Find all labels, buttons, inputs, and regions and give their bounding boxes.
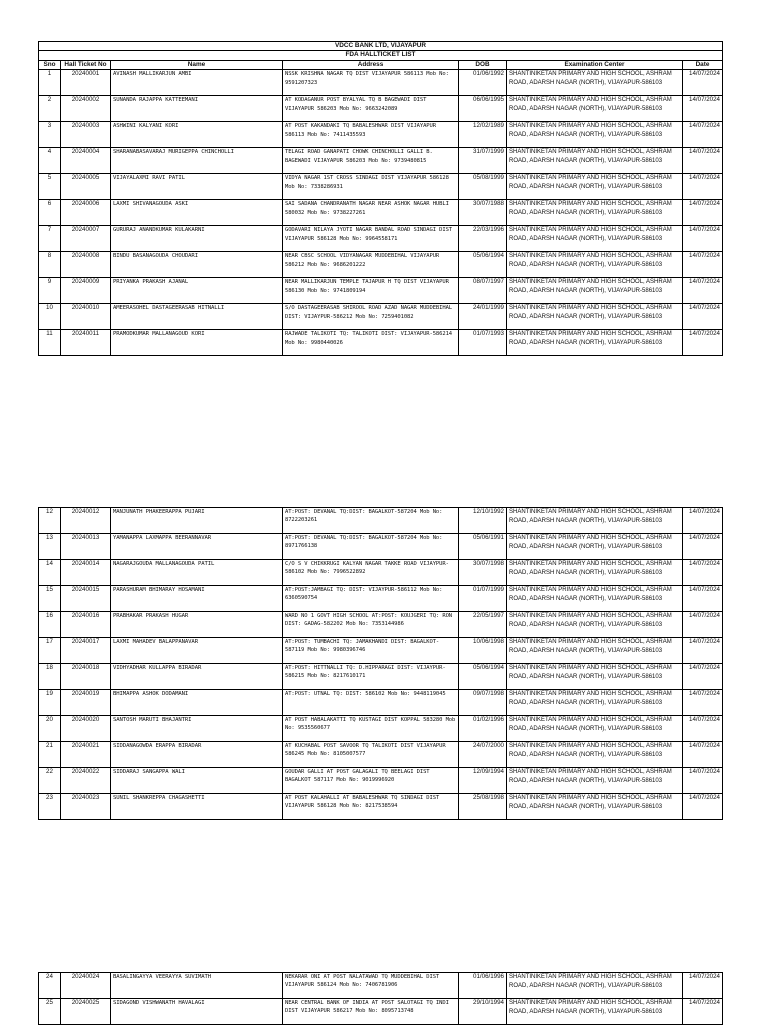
cell-address: AT:POST: UTNAL TQ: DIST: 586102 Mob No: 9448119045 <box>283 690 459 716</box>
cell-date: 14/07/2024 <box>683 794 723 820</box>
cell-dob: 22/05/1997 <box>459 612 507 638</box>
cell-address: AT:POST: HITTNALLI TQ: D.HIPPARAGI DIST: VIJAYPUR-586215 Mob No: 8217610171 <box>283 664 459 690</box>
cell-sno: 21 <box>39 742 61 768</box>
cell-sno: 24 <box>39 973 61 999</box>
cell-date: 14/07/2024 <box>683 122 723 148</box>
cell-name: BHIMAPPA ASHOK DODAMANI <box>111 690 283 716</box>
cell-dob: 09/07/1998 <box>459 690 507 716</box>
cell-exam-center: SHANTINIKETAN PRIMARY AND HIGH SCHOOL, ASHRAM ROAD, ADARSH NAGAR (NORTH), VIJAYAPUR-586103 <box>507 612 683 638</box>
header-date: Date <box>683 60 723 69</box>
cell-sno: 2 <box>39 96 61 122</box>
cell-exam-center: SHANTINIKETAN PRIMARY AND HIGH SCHOOL, ASHRAM ROAD, ADARSH NAGAR (NORTH), VIJAYAPUR-586103 <box>507 560 683 586</box>
cell-date: 14/07/2024 <box>683 174 723 200</box>
cell-sno: 22 <box>39 768 61 794</box>
cell-date: 14/07/2024 <box>683 252 723 278</box>
cell-dob: 24/07/2000 <box>459 742 507 768</box>
cell-sno: 17 <box>39 638 61 664</box>
cell-address: SAI SADANA CHANDRANATH NAGAR NEAR ASHOK NAGAR HUBLI 580032 Mob No: 9738227261 <box>283 200 459 226</box>
cell-name: SHARANABASAVARAJ MURIGEPPA CHINCHOLLI <box>111 148 283 174</box>
cell-sno: 6 <box>39 200 61 226</box>
cell-dob: 29/10/1994 <box>459 999 507 1025</box>
cell-date: 14/07/2024 <box>683 742 723 768</box>
table-row <box>39 768 723 794</box>
cell-exam-center: SHANTINIKETAN PRIMARY AND HIGH SCHOOL, ASHRAM ROAD, ADARSH NAGAR (NORTH), VIJAYAPUR-586103 <box>507 122 683 148</box>
cell-exam-center: SHANTINIKETAN PRIMARY AND HIGH SCHOOL, ASHRAM ROAD, ADARSH NAGAR (NORTH), VIJAYAPUR-586103 <box>507 148 683 174</box>
hallticket-table-part-1 <box>38 41 723 356</box>
header-name: Name <box>111 60 283 69</box>
cell-dob: 01/02/1996 <box>459 716 507 742</box>
cell-hall-ticket: 20240010 <box>61 304 111 330</box>
cell-address: NEKARAR ONI AT POST NALATAWAD TQ MUDDEBIHAL DIST VIJAYAPUR 586124 Mob No: 7406781906 <box>283 973 459 999</box>
cell-name: LAXMI SHIVANAGOUDA ASKI <box>111 200 283 226</box>
cell-address: TELAGI ROAD GANAPATI CHOWK CHINCHOLLI GALLI B. BAGEWADI VIJAYAPUR 586203 Mob No: 9739480815 <box>283 148 459 174</box>
cell-exam-center: SHANTINIKETAN PRIMARY AND HIGH SCHOOL, ASHRAM ROAD, ADARSH NAGAR (NORTH), VIJAYAPUR-586103 <box>507 973 683 999</box>
cell-hall-ticket: 20240020 <box>61 716 111 742</box>
cell-date: 14/07/2024 <box>683 612 723 638</box>
cell-hall-ticket: 20240023 <box>61 794 111 820</box>
cell-exam-center: SHANTINIKETAN PRIMARY AND HIGH SCHOOL, ASHRAM ROAD, ADARSH NAGAR (NORTH), VIJAYAPUR-586103 <box>507 278 683 304</box>
table-row <box>39 742 723 768</box>
cell-name: SUNANDA RAJAPPA KATTEEMANI <box>111 96 283 122</box>
cell-address: AT:POST: DEVANAL TQ:DIST: BAGALKOT-587204 Mob No: 8971766138 <box>283 534 459 560</box>
cell-hall-ticket: 20240022 <box>61 768 111 794</box>
cell-hall-ticket: 20240021 <box>61 742 111 768</box>
cell-exam-center: SHANTINIKETAN PRIMARY AND HIGH SCHOOL, ASHRAM ROAD, ADARSH NAGAR (NORTH), VIJAYAPUR-586103 <box>507 690 683 716</box>
cell-date: 14/07/2024 <box>683 768 723 794</box>
document-subtitle: FDA HALLTICKET LIST <box>39 51 723 60</box>
cell-dob: 05/08/1999 <box>459 174 507 200</box>
document-title: VDCC BANK LTD, VIJAYAPUR <box>39 42 723 51</box>
table-row <box>39 586 723 612</box>
cell-date: 14/07/2024 <box>683 70 723 96</box>
cell-date: 14/07/2024 <box>683 664 723 690</box>
column-header-row <box>39 60 723 69</box>
cell-dob: 01/07/1999 <box>459 586 507 612</box>
cell-dob: 30/07/1998 <box>459 560 507 586</box>
cell-exam-center: SHANTINIKETAN PRIMARY AND HIGH SCHOOL, ASHRAM ROAD, ADARSH NAGAR (NORTH), VIJAYAPUR-586103 <box>507 999 683 1025</box>
cell-address: NEAR CENTRAL BANK OF INDIA AT POST SALOTAGI TQ INDI DIST VIJAYAPUR 586217 Mob No: 8095713748 <box>283 999 459 1025</box>
cell-hall-ticket: 20240025 <box>61 999 111 1025</box>
cell-address: AT POST KAKANDAKI TQ BABALESHWAR DIST VIJAYAPUR 586113 Mob No: 7411435593 <box>283 122 459 148</box>
cell-name: NAGARAJGOUDA MALLANAGOUDA PATIL <box>111 560 283 586</box>
table-row <box>39 560 723 586</box>
cell-hall-ticket: 20240011 <box>61 330 111 356</box>
header-exam-center: Examination Center <box>507 60 683 69</box>
cell-name: AMEERASOHEL DASTAGEERASAB HITNALLI <box>111 304 283 330</box>
cell-address: WARD NO 1 GOVT HIGH SCHOOL AT:POST: KOUJGERI TQ: RON DIST: GADAG-582202 Mob No: 7353144986 <box>283 612 459 638</box>
table-row <box>39 252 723 278</box>
cell-sno: 10 <box>39 304 61 330</box>
cell-sno: 7 <box>39 226 61 252</box>
cell-exam-center: SHANTINIKETAN PRIMARY AND HIGH SCHOOL, ASHRAM ROAD, ADARSH NAGAR (NORTH), VIJAYAPUR-586103 <box>507 330 683 356</box>
cell-date: 14/07/2024 <box>683 534 723 560</box>
cell-name: SANTOSH MARUTI BHAJANTRI <box>111 716 283 742</box>
header-sno: Sno <box>39 60 61 69</box>
cell-date: 14/07/2024 <box>683 973 723 999</box>
cell-hall-ticket: 20240001 <box>61 70 111 96</box>
cell-date: 14/07/2024 <box>683 638 723 664</box>
cell-name: AVINASH MALLIKARJUN AMBI <box>111 70 283 96</box>
cell-sno: 8 <box>39 252 61 278</box>
cell-sno: 12 <box>39 508 61 534</box>
cell-exam-center: SHANTINIKETAN PRIMARY AND HIGH SCHOOL, ASHRAM ROAD, ADARSH NAGAR (NORTH), VIJAYAPUR-586103 <box>507 664 683 690</box>
header-hall-ticket: Hall Ticket No <box>61 60 111 69</box>
cell-dob: 24/01/1999 <box>459 304 507 330</box>
cell-address: AT POST KALAHALLI AT BABALESHWAR TQ SINDAGI DIST VIJAYAPUR 586128 Mob No: 8217538594 <box>283 794 459 820</box>
cell-hall-ticket: 20240012 <box>61 508 111 534</box>
cell-date: 14/07/2024 <box>683 96 723 122</box>
cell-address: RAJWADE TALIKOTI TQ: TALIKOTI DIST: VIJAYAPUR-586214 Mob No: 9980440026 <box>283 330 459 356</box>
cell-hall-ticket: 20240003 <box>61 122 111 148</box>
cell-exam-center: SHANTINIKETAN PRIMARY AND HIGH SCHOOL, ASHRAM ROAD, ADARSH NAGAR (NORTH), VIJAYAPUR-586103 <box>507 70 683 96</box>
cell-date: 14/07/2024 <box>683 304 723 330</box>
cell-sno: 1 <box>39 70 61 96</box>
cell-hall-ticket: 20240008 <box>61 252 111 278</box>
hallticket-table-part-2 <box>38 507 723 820</box>
cell-sno: 4 <box>39 148 61 174</box>
table-row <box>39 96 723 122</box>
cell-date: 14/07/2024 <box>683 690 723 716</box>
cell-address: AT:POST: DEVANAL TQ:DIST: BAGALKOT-587204 Mob No: 8722203261 <box>283 508 459 534</box>
table-row <box>39 226 723 252</box>
cell-exam-center: SHANTINIKETAN PRIMARY AND HIGH SCHOOL, ASHRAM ROAD, ADARSH NAGAR (NORTH), VIJAYAPUR-586103 <box>507 534 683 560</box>
cell-address: AT POST HABALAKATTI TQ KUSTAGI DIST KOPPAL 583280 Mob No: 9535560677 <box>283 716 459 742</box>
cell-dob: 12/09/1994 <box>459 768 507 794</box>
cell-sno: 16 <box>39 612 61 638</box>
table-row <box>39 122 723 148</box>
cell-date: 14/07/2024 <box>683 330 723 356</box>
cell-address: AT:POST:JAMBAGI TQ: DIST: VIJAYPUR-586112 Mob No: 6360590754 <box>283 586 459 612</box>
cell-exam-center: SHANTINIKETAN PRIMARY AND HIGH SCHOOL, ASHRAM ROAD, ADARSH NAGAR (NORTH), VIJAYAPUR-586103 <box>507 252 683 278</box>
cell-name: LAXMI MAHADEV BALAPPANAVAR <box>111 638 283 664</box>
cell-date: 14/07/2024 <box>683 999 723 1025</box>
cell-dob: 12/02/1989 <box>459 122 507 148</box>
cell-exam-center: SHANTINIKETAN PRIMARY AND HIGH SCHOOL, ASHRAM ROAD, ADARSH NAGAR (NORTH), VIJAYAPUR-586103 <box>507 768 683 794</box>
cell-sno: 23 <box>39 794 61 820</box>
table-row <box>39 534 723 560</box>
cell-address: NSSK KRISHNA NAGAR TQ DIST VIJAYAPUR 586113 Mob No: 9591207323 <box>283 70 459 96</box>
cell-hall-ticket: 20240018 <box>61 664 111 690</box>
cell-dob: 08/07/1997 <box>459 278 507 304</box>
cell-name: SUNIL SHANKREPPA CHAGASHETTI <box>111 794 283 820</box>
table-row <box>39 973 723 999</box>
table-row <box>39 70 723 96</box>
table-row <box>39 638 723 664</box>
cell-name: VIDHYADHAR KULLAPPA BIRADAR <box>111 664 283 690</box>
cell-date: 14/07/2024 <box>683 586 723 612</box>
cell-address: AT KODAGANUR POST BYALYAL TQ B BAGEWADI DIST VIJAYAPUR 586203 Mob No: 9663242089 <box>283 96 459 122</box>
cell-name: PRIYANKA PRAKASH AJANAL <box>111 278 283 304</box>
cell-dob: 01/06/1992 <box>459 70 507 96</box>
cell-hall-ticket: 20240024 <box>61 973 111 999</box>
cell-name: ASHWINI KALYANI KORI <box>111 122 283 148</box>
cell-hall-ticket: 20240019 <box>61 690 111 716</box>
cell-name: BASALINGAYYA VEERAYYA SUVIMATH <box>111 973 283 999</box>
cell-sno: 3 <box>39 122 61 148</box>
table-row <box>39 304 723 330</box>
cell-hall-ticket: 20240004 <box>61 148 111 174</box>
cell-dob: 31/07/1999 <box>459 148 507 174</box>
cell-exam-center: SHANTINIKETAN PRIMARY AND HIGH SCHOOL, ASHRAM ROAD, ADARSH NAGAR (NORTH), VIJAYAPUR-586103 <box>507 586 683 612</box>
cell-hall-ticket: 20240005 <box>61 174 111 200</box>
cell-dob: 10/06/1998 <box>459 638 507 664</box>
cell-name: BINDU BASANAGOUDA CHOUDARI <box>111 252 283 278</box>
cell-hall-ticket: 20240017 <box>61 638 111 664</box>
hallticket-table-part-3 <box>38 972 723 1025</box>
header-address: Address <box>283 60 459 69</box>
cell-address: NEAR MALLIKARJUN TEMPLE TAJAPUR H TQ DIST VIJAYAPUR 586130 Mob No: 9741809194 <box>283 278 459 304</box>
cell-address: S/O DASTAGEERASAB SHIROOL ROAD AZAD NAGAR MUDDEBIHAL DIST: VIJAYPUR-586212 Mob No: 7259401082 <box>283 304 459 330</box>
cell-dob: 05/06/1994 <box>459 664 507 690</box>
cell-address: GOUDAR GALLI AT POST GALAGALI TQ BEELAGI DIST BAGALKOT 587117 Mob No: 9019996920 <box>283 768 459 794</box>
table-row <box>39 690 723 716</box>
cell-exam-center: SHANTINIKETAN PRIMARY AND HIGH SCHOOL, ASHRAM ROAD, ADARSH NAGAR (NORTH), VIJAYAPUR-586103 <box>507 226 683 252</box>
cell-exam-center: SHANTINIKETAN PRIMARY AND HIGH SCHOOL, ASHRAM ROAD, ADARSH NAGAR (NORTH), VIJAYAPUR-586103 <box>507 96 683 122</box>
cell-date: 14/07/2024 <box>683 508 723 534</box>
cell-hall-ticket: 20240002 <box>61 96 111 122</box>
cell-sno: 25 <box>39 999 61 1025</box>
cell-date: 14/07/2024 <box>683 716 723 742</box>
cell-hall-ticket: 20240013 <box>61 534 111 560</box>
cell-date: 14/07/2024 <box>683 278 723 304</box>
cell-sno: 5 <box>39 174 61 200</box>
cell-date: 14/07/2024 <box>683 148 723 174</box>
cell-sno: 9 <box>39 278 61 304</box>
table-row <box>39 999 723 1025</box>
cell-dob: 25/08/1998 <box>459 794 507 820</box>
cell-hall-ticket: 20240014 <box>61 560 111 586</box>
cell-exam-center: SHANTINIKETAN PRIMARY AND HIGH SCHOOL, ASHRAM ROAD, ADARSH NAGAR (NORTH), VIJAYAPUR-586103 <box>507 304 683 330</box>
cell-name: SIDDARAJ SANGAPPA WALI <box>111 768 283 794</box>
cell-dob: 05/06/1994 <box>459 252 507 278</box>
cell-dob: 01/07/1993 <box>459 330 507 356</box>
cell-dob: 05/06/1991 <box>459 534 507 560</box>
cell-name: SIDDANAGOWDA ERAPPA BIRADAR <box>111 742 283 768</box>
cell-hall-ticket: 20240006 <box>61 200 111 226</box>
cell-name: YAMANAPPA LAXMAPPA BEERANNAVAR <box>111 534 283 560</box>
cell-hall-ticket: 20240009 <box>61 278 111 304</box>
cell-dob: 12/10/1992 <box>459 508 507 534</box>
cell-exam-center: SHANTINIKETAN PRIMARY AND HIGH SCHOOL, ASHRAM ROAD, ADARSH NAGAR (NORTH), VIJAYAPUR-586103 <box>507 794 683 820</box>
cell-address: C/O S V CHIKKRUGI KALYAN NAGAR TAKKE ROAD VIJAYPUR-586102 Mob No: 7996522892 <box>283 560 459 586</box>
cell-address: NEAR CBSC SCHOOL VIDYANAGAR MUDDEBIHAL VIJAYAPUR 586212 Mob No: 9686201222 <box>283 252 459 278</box>
table-row <box>39 330 723 356</box>
cell-hall-ticket: 20240007 <box>61 226 111 252</box>
cell-sno: 14 <box>39 560 61 586</box>
cell-sno: 20 <box>39 716 61 742</box>
cell-sno: 18 <box>39 664 61 690</box>
cell-dob: 06/06/1995 <box>459 96 507 122</box>
cell-address: GODAVARI NILAYA JYOTI NAGAR BANDAL ROAD SINDAGI DIST VIJAYAPUR 586128 Mob No: 9964558171 <box>283 226 459 252</box>
cell-dob: 30/07/1988 <box>459 200 507 226</box>
cell-exam-center: SHANTINIKETAN PRIMARY AND HIGH SCHOOL, ASHRAM ROAD, ADARSH NAGAR (NORTH), VIJAYAPUR-586103 <box>507 200 683 226</box>
header-dob: DOB <box>459 60 507 69</box>
cell-exam-center: SHANTINIKETAN PRIMARY AND HIGH SCHOOL, ASHRAM ROAD, ADARSH NAGAR (NORTH), VIJAYAPUR-586103 <box>507 638 683 664</box>
cell-sno: 19 <box>39 690 61 716</box>
table-row <box>39 174 723 200</box>
cell-hall-ticket: 20240016 <box>61 612 111 638</box>
table-row <box>39 716 723 742</box>
cell-address: VIDYA NAGAR 1ST CROSS SINDAGI DIST VIJAYAPUR 586128 Mob No: 7338286931 <box>283 174 459 200</box>
cell-hall-ticket: 20240015 <box>61 586 111 612</box>
cell-name: MANJUNATH PHAKEERAPPA PUJARI <box>111 508 283 534</box>
cell-exam-center: SHANTINIKETAN PRIMARY AND HIGH SCHOOL, ASHRAM ROAD, ADARSH NAGAR (NORTH), VIJAYAPUR-586103 <box>507 508 683 534</box>
table-row <box>39 664 723 690</box>
cell-date: 14/07/2024 <box>683 200 723 226</box>
cell-exam-center: SHANTINIKETAN PRIMARY AND HIGH SCHOOL, ASHRAM ROAD, ADARSH NAGAR (NORTH), VIJAYAPUR-586103 <box>507 174 683 200</box>
table-row <box>39 278 723 304</box>
table-row <box>39 508 723 534</box>
cell-name: SIDAGOND VISHWANATH HAVALAGI <box>111 999 283 1025</box>
cell-name: VIJAYALAXMI RAVI PATIL <box>111 174 283 200</box>
table-row <box>39 200 723 226</box>
cell-name: PRAMODKUMAR MALLANAGOUD KORI <box>111 330 283 356</box>
cell-name: GURURAJ ANANDKUMAR KULAKARNI <box>111 226 283 252</box>
cell-address: AT:POST: TUMBACHI TQ: JAMAKHANDI DIST: BAGALKOT-587119 Mob No: 9980396746 <box>283 638 459 664</box>
cell-sno: 11 <box>39 330 61 356</box>
cell-name: PRABHAKAR PRAKASH HUGAR <box>111 612 283 638</box>
cell-sno: 15 <box>39 586 61 612</box>
cell-sno: 13 <box>39 534 61 560</box>
cell-name: PARASHURAM BHIMARAY HOSAMANI <box>111 586 283 612</box>
cell-exam-center: SHANTINIKETAN PRIMARY AND HIGH SCHOOL, ASHRAM ROAD, ADARSH NAGAR (NORTH), VIJAYAPUR-586103 <box>507 716 683 742</box>
cell-address: AT KUCHABAL POST SAVOOR TQ TALIKOTI DIST VIJAYAPUR 586245 Mob No: 8105007577 <box>283 742 459 768</box>
cell-dob: 22/03/1996 <box>459 226 507 252</box>
cell-exam-center: SHANTINIKETAN PRIMARY AND HIGH SCHOOL, ASHRAM ROAD, ADARSH NAGAR (NORTH), VIJAYAPUR-586103 <box>507 742 683 768</box>
cell-dob: 01/06/1996 <box>459 973 507 999</box>
cell-date: 14/07/2024 <box>683 560 723 586</box>
table-row <box>39 794 723 820</box>
cell-date: 14/07/2024 <box>683 226 723 252</box>
table-row <box>39 148 723 174</box>
table-row <box>39 612 723 638</box>
